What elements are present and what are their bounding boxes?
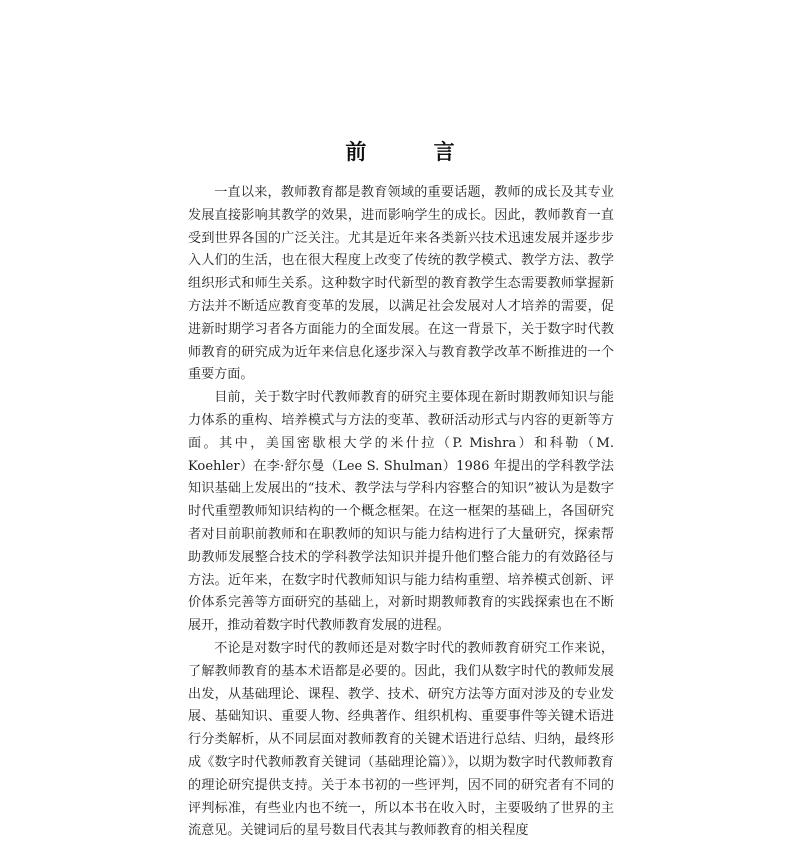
page-title: 前 言 [345,139,485,164]
paragraph-1: 一直以来，教师教育都是教育领域的重要话题，教师的成长及其专业发展直接影响其教学的效果，进而影响学生的成长。因此，教师教育一直受到世界各国的广泛关注。尤其是近年来各类新兴技术迅速发展并逐步步入人们的生活，也在很大程度上改变了传统的教学模式、教学方法、教学组织形式和师生关系。这种数字时代新型的教育教学生态需要教师掌握新方法并不断适应教育变革的发展，以满足社会发展对人才培养的需要，促进新时期学习者各方面能力的全面发展。在这一背景下，关于数字时代教师教育的研究成为近年来信息化逐步深入与教育教学改革不断推进的一个重要方面。 [188,185,614,383]
body-text [188,182,614,843]
paragraph-3: 不论是对数字时代的教师还是对数字时代的教师教育研究工作来说，了解教师教育的基本术语都是必要的。因此，我们从数字时代的教师发展出发，从基础理论、课程、教学、技术、研究方法等方面对涉及的专业发展、基础知识、重要人物、经典著作、组织机构、重要事件等关键术语进行分类解析，从不同层面对教师教育的关键术语进行总结、归纳，最终形成《数字时代教师教育关键词（基础理论篇）》，以期为数字时代教师教育的理论研究提供支持。关于本书初的一些评判，因不同的研究者有不同的评判标准，有些业内也不统一，所以本书在收入时，主要吸纳了世界的主流意见。关键词后的星号数目代表其与教师教育的相关程度 [188,640,614,839]
paragraph-2: 目前，关于数字时代教师教育的研究主要体现在新时期教师知识与能力体系的重构、培养模式与方法的变革、教研活动形式与内容的更新等方面。其中，美国密歇根大学的米什拉（P. Mishra）和科勒（M. Koehler）在李·舒尔曼（Lee S. Shulman）1986 年提出的学科教学法知识基础上发展出的“技术、教学法与学科内容整合的知识”被认为是数字时代重塑教师知识结构的一个概念框架。在这一框架的基础上，各国研究者对目前职前教师和在职教师的知识与能力结构进行了大量研究，探索帮助教师发展整合技术的学科教学法知识并提升他们整合能力的有效路径与方法。近年来，在数字时代教师知识与能力结构重塑、培养模式创新、评价体系完善等方面研究的基础上，对新时期教师教育的实践探索也在不断展开，推动着数字时代教师教育发展的进程。 [188,390,614,634]
